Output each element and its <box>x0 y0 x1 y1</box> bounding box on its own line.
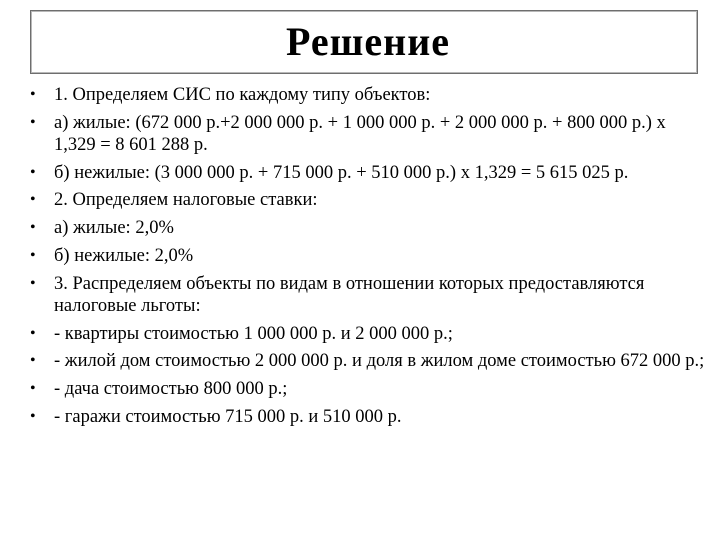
bullet-text: 2. Определяем налоговые ставки: <box>54 190 318 211</box>
bullet-icon: • <box>30 274 36 292</box>
bullet-item <box>30 245 705 267</box>
bullet-item <box>30 162 705 184</box>
bullet-list <box>30 84 705 434</box>
bullet-icon: • <box>30 86 36 103</box>
bullet-item <box>30 217 705 239</box>
bullet-icon: • <box>30 113 36 131</box>
bullet-text: б) нежилые: (3 000 000 р. + 715 000 р. + 510 000 р.) х 1,329 = 5 615 025 р. <box>54 162 629 183</box>
bullet-text: - дача стоимостью 800 000 р.; <box>54 379 288 400</box>
bullet-item <box>30 323 705 345</box>
bullet-text: - гаражи стоимостью 715 000 р. и 510 000 р. <box>54 406 402 427</box>
bullet-item <box>30 350 705 372</box>
bullet-text: 3. Распределяем объекты по видам в отношении которых предоставляются налоговые льготы: <box>54 273 645 316</box>
bullet-text: б) нежилые: 2,0% <box>54 245 194 266</box>
bullet-icon: • <box>30 352 36 370</box>
slide-title: Решение <box>285 19 451 64</box>
bullet-icon: • <box>30 407 36 425</box>
bullet-text: а) жилые: 2,0% <box>54 218 174 239</box>
bullet-item <box>30 273 705 317</box>
bullet-item <box>30 378 705 400</box>
bullet-icon: • <box>30 219 36 237</box>
bullet-item <box>30 406 705 428</box>
bullet-icon: • <box>30 380 36 398</box>
bullet-item <box>30 189 705 211</box>
bullet-icon: • <box>30 163 36 181</box>
bullet-text: 1. Определяем СИС по каждому типу объектов: <box>54 85 431 105</box>
title-box <box>30 10 698 74</box>
bullet-text: - жилой дом стоимостью 2 000 000 р. и доля в жилом доме стоимостью 672 000 р.; <box>54 351 705 372</box>
bullet-icon: • <box>30 324 36 342</box>
bullet-text: а) жилые: (672 000 р.+2 000 000 р. + 1 000 000 р. + 2 000 000 р. + 800 000 р.) х 1,329 = 8 601 288 р. <box>54 112 666 155</box>
bullet-text: - квартиры стоимостью 1 000 000 р. и 2 000 000 р.; <box>54 323 453 344</box>
bullet-item <box>30 84 705 106</box>
bullet-icon: • <box>30 191 36 209</box>
bullet-icon: • <box>30 246 36 264</box>
bullet-item <box>30 112 705 156</box>
